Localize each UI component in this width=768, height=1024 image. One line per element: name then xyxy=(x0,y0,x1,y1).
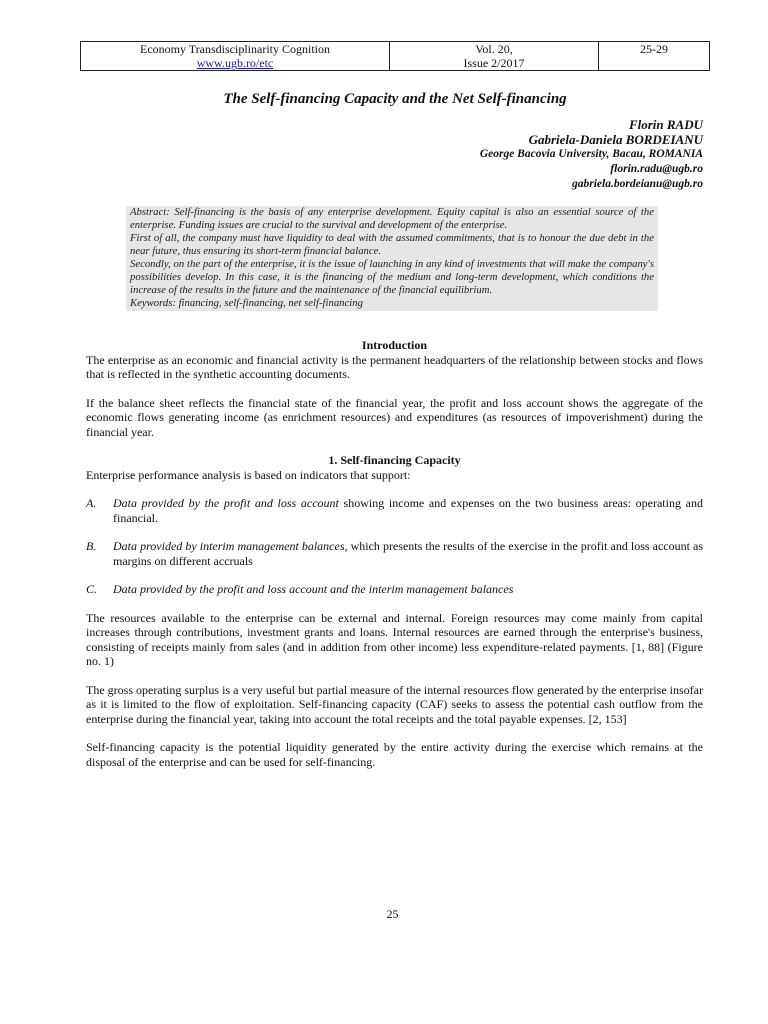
author-email-2: gabriela.bordeianu@ugb.ro xyxy=(572,178,703,190)
list-item-b xyxy=(86,539,703,568)
pages-text: 25-29 xyxy=(640,42,668,56)
author-name-2: Gabriela-Daniela BORDEIANU xyxy=(528,132,703,147)
list-text-rest: which presents the results of the exercise in the profit and loss account as margins on different accruals xyxy=(113,539,703,568)
section-1-paragraph-3: Self-financing capacity is the potential liquidity generated by the entire activity during the exercise which remains at the disposal of the enterprise and can be used for self-financing. xyxy=(86,740,703,769)
abstract-paragraph-1: Abstract: Self-financing is the basis of any enterprise development. Equity capital is also an essential source of the enterprise. Funding issues are crucial to the survival and development of the enterprise. xyxy=(130,206,654,231)
journal-url-link[interactable]: www.ugb.ro/etc xyxy=(196,56,274,70)
list-label: A. xyxy=(86,496,97,510)
introduction-heading: Introduction xyxy=(361,338,428,352)
volume-text: Vol. 20, xyxy=(475,42,513,56)
paper-title: The Self-financing Capacity and the Net Self-financing xyxy=(223,91,567,107)
author-block xyxy=(480,117,703,192)
journal-header-table xyxy=(80,41,710,71)
list-item-a xyxy=(86,496,703,525)
author-email-1: florin.radu@ugb.ro xyxy=(610,163,703,175)
section-1-heading: 1. Self-financing Capacity xyxy=(328,453,461,467)
list-item-c xyxy=(86,582,703,597)
pages-cell xyxy=(599,42,710,71)
page-number: 25 xyxy=(386,907,399,921)
intro-paragraph-1: The enterprise as an economic and financial activity is the permanent headquarters of the relationship between stocks and flows that is reflected in the synthetic accounting documents. xyxy=(86,352,703,381)
journal-cell xyxy=(81,42,390,71)
intro-paragraph-2: If the balance sheet reflects the financial state of the financial year, the profit and loss account shows the aggregate of the economic flows generating income (as enrichment resources) and expenditures (as resources of impoverishment) during the financial year. xyxy=(86,395,703,439)
list-text xyxy=(113,496,703,525)
issue-text: Issue 2/2017 xyxy=(463,56,525,70)
list-text-italic: Data provided by the profit and loss account xyxy=(113,496,339,510)
volume-cell xyxy=(390,42,599,71)
body-text xyxy=(86,338,703,769)
list-label: B. xyxy=(86,539,97,553)
list-text-italic: Data provided by the profit and loss account and the interim management balances xyxy=(113,582,514,596)
journal-name: Economy Transdisciplinarity Cognition xyxy=(139,42,330,56)
abstract-paragraph-3: Secondly, on the part of the enterprise, it is the issue of launching in any kind of investments that will make the company's possibilities develop. In this case, it is the financing of the medium and long-term development, which conditions the increase of the results in the future and the maintenance of the financial equilibrium. xyxy=(130,258,654,296)
list-label: C. xyxy=(86,582,98,596)
list-text xyxy=(113,582,703,597)
list-text xyxy=(113,539,703,568)
list-text-rest: showing income and expenses on the two business areas: operating and financial. xyxy=(113,496,703,525)
list-text-italic: Data provided by interim management balances, xyxy=(113,539,348,553)
section-1-lead: Enterprise performance analysis is based on indicators that support: xyxy=(86,467,411,482)
abstract-keywords: Keywords: financing, self-financing, net self-financing xyxy=(130,297,363,309)
abstract-paragraph-2: First of all, the company must have liquidity to deal with the assumed commitments, that is to honour the due debt in the near future, thus ensuring its short-term financial balance. xyxy=(130,232,654,257)
section-1-paragraph-2: The gross operating surplus is a very useful but partial measure of the internal resources flow generated by the enterprise insofar as it is limited to the flow of exploitation. Self-financing capacity (CAF) seeks to assess the potential cash outflow from the enterprise during the financial year, taking into account the total receipts and the total payable expenses. [2, 153] xyxy=(86,682,703,726)
section-1-paragraph-1: The resources available to the enterprise can be external and internal. Foreign resources may come mainly from capital increases through contributions, investment grants and loans. Internal resources are earned through the enterprise's business, consisting of receipts mainly from sales (and in addition from other income) less expenditure-related payments. [1, 88] (Figure no. 1) xyxy=(86,610,703,668)
abstract-box xyxy=(126,206,658,311)
author-affiliation: George Bacovia University, Bacau, ROMANIA xyxy=(479,148,703,160)
author-name-1: Florin RADU xyxy=(628,117,703,132)
